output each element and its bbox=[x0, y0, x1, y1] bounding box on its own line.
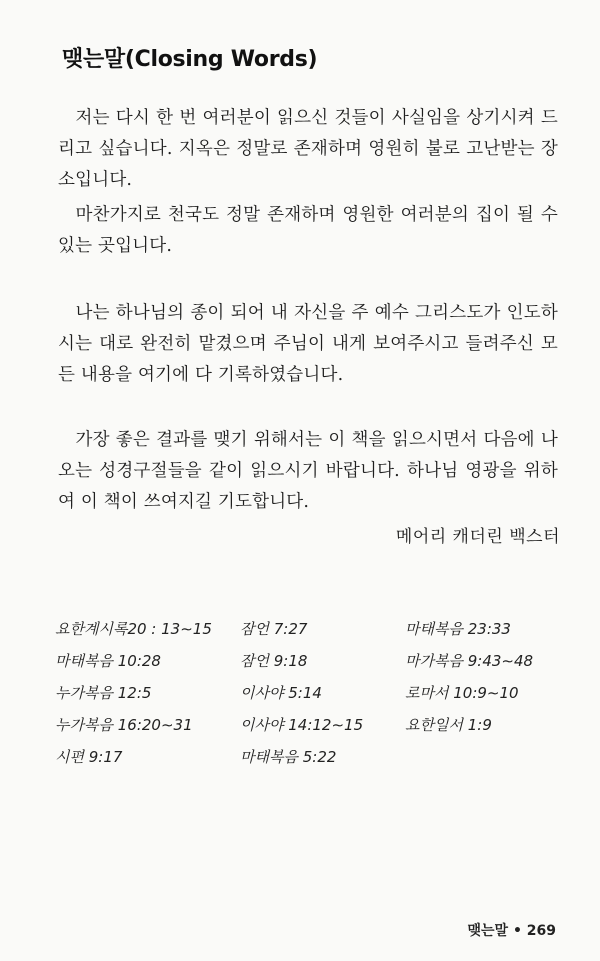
reference-item: 누가복음 16:20∼31 bbox=[55, 716, 193, 734]
reference-item: 이사야 14:12∼15 bbox=[240, 716, 364, 734]
reference-item: 마태복음 23:33 bbox=[405, 620, 511, 638]
reference-item: 누가복음 12:5 bbox=[55, 684, 152, 702]
reference-item: 요한계시록20 : 13∼15 bbox=[55, 620, 212, 638]
reference-item: 마태복음 10:28 bbox=[55, 652, 161, 670]
author-signature: 메어리 캐더린 백스터 bbox=[395, 527, 560, 547]
scripture-references bbox=[55, 618, 565, 778]
reference-item: 잠언 7:27 bbox=[240, 620, 308, 638]
page-title: 맺는말(Closing Words) bbox=[62, 47, 318, 72]
paragraph-3: 나는 하나님의 종이 되어 내 자신을 주 예수 그리스도가 인도하시는 대로 완전히 맡겼으며 주님이 내게 보여주시고 들려주신 모든 내용을 여기에 다 기록하였습니다. bbox=[58, 303, 558, 385]
reference-item: 시편 9:17 bbox=[55, 748, 123, 766]
paragraph-2: 마찬가지로 천국도 정말 존재하며 영원한 여러분의 집이 될 수 있는 곳입니다. bbox=[58, 205, 558, 256]
reference-item: 요한일서 1:9 bbox=[405, 716, 492, 734]
reference-item: 마가복음 9:43∼48 bbox=[405, 652, 534, 670]
reference-item: 잠언 9:18 bbox=[240, 652, 308, 670]
reference-item: 이사야 5:14 bbox=[240, 684, 322, 702]
reference-item bbox=[405, 746, 565, 778]
reference-item: 로마서 10:9∼10 bbox=[405, 684, 519, 702]
reference-item: 마태복음 5:22 bbox=[240, 748, 337, 766]
paragraph-1: 저는 다시 한 번 여러분이 읽으신 것들이 사실임을 상기시켜 드리고 싶습니다. 지옥은 정말로 존재하며 영원히 불로 고난받는 장소입니다. bbox=[58, 108, 558, 190]
paragraph-4: 가장 좋은 결과를 맺기 위해서는 이 책을 읽으시면서 다음에 나오는 성경구절들을 같이 읽으시기 바랍니다. 하나님 영광을 위하여 이 책이 쓰여지길 기도합니다. bbox=[58, 430, 558, 512]
page-footer: 맺는말 • 269 bbox=[467, 923, 556, 939]
